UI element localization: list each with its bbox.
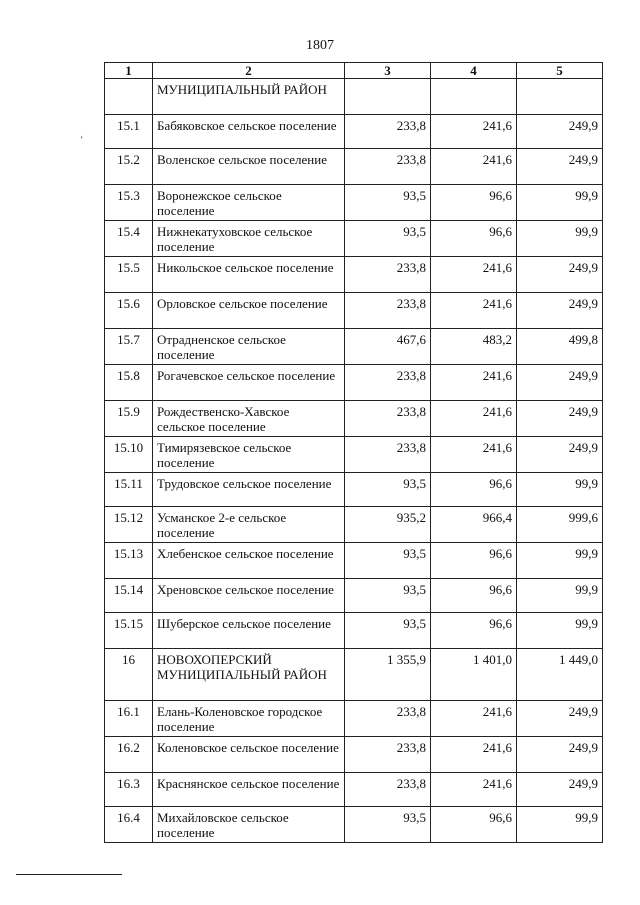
row-number: 15.15 [105,613,153,649]
table-row [105,737,603,773]
settlement-name: Шуберское сельское поселение [153,613,345,649]
value-col-5: 99,9 [517,185,603,221]
value-col-4: 241,6 [431,737,517,773]
value-col-5: 249,9 [517,257,603,293]
column-header-4: 4 [431,63,517,79]
row-number: 15.3 [105,185,153,221]
row-number: 15.10 [105,437,153,473]
value-col-3 [345,79,431,115]
value-col-5: 249,9 [517,293,603,329]
settlement-name: Михайловское сельское поселение [153,807,345,843]
value-col-3: 93,5 [345,221,431,257]
settlement-name: Усманское 2-е сельское поселение [153,507,345,543]
column-header-1: 1 [105,63,153,79]
table-row [105,115,603,149]
settlement-name: НОВОХОПЕРСКИЙ МУНИЦИПАЛЬНЫЙ РАЙОН [153,649,345,701]
table-row [105,437,603,473]
row-number: 15.1 [105,115,153,149]
value-col-3: 93,5 [345,579,431,613]
value-col-4 [431,79,517,115]
value-col-5: 249,9 [517,401,603,437]
value-col-4: 241,6 [431,437,517,473]
value-col-3: 93,5 [345,185,431,221]
column-header-3: 3 [345,63,431,79]
value-col-3: 233,8 [345,293,431,329]
value-col-4: 1 401,0 [431,649,517,701]
table-row [105,613,603,649]
value-col-5: 999,6 [517,507,603,543]
value-col-4: 241,6 [431,701,517,737]
value-col-5: 249,9 [517,149,603,185]
row-number: 15.7 [105,329,153,365]
settlement-name: Трудовское сельское поселение [153,473,345,507]
settlement-name: Хлебенское сельское поселение [153,543,345,579]
value-col-5: 249,9 [517,701,603,737]
table-row [105,807,603,843]
table-row [105,401,603,437]
settlement-name: Воронежское сельское поселение [153,185,345,221]
settlement-name: Орловское сельское поселение [153,293,345,329]
value-col-3: 93,5 [345,807,431,843]
value-col-4: 96,6 [431,221,517,257]
value-col-4: 483,2 [431,329,517,365]
value-col-3: 233,8 [345,701,431,737]
value-col-5: 249,9 [517,115,603,149]
table-header-row [105,63,603,79]
table-row [105,579,603,613]
value-col-3: 233,8 [345,365,431,401]
settlement-name: Рогачевское сельское поселение [153,365,345,401]
value-col-5: 99,9 [517,221,603,257]
value-col-3: 93,5 [345,543,431,579]
row-number: 16 [105,649,153,701]
table-row [105,473,603,507]
value-col-4: 96,6 [431,473,517,507]
row-number: 15.11 [105,473,153,507]
value-col-4: 96,6 [431,185,517,221]
value-col-3: 93,5 [345,473,431,507]
value-col-4: 241,6 [431,401,517,437]
value-col-3: 233,8 [345,115,431,149]
row-number: 15.6 [105,293,153,329]
row-number: 15.2 [105,149,153,185]
value-col-3: 935,2 [345,507,431,543]
row-number [105,79,153,115]
settlement-name: Бабяковское сельское поселение [153,115,345,149]
settlement-name: МУНИЦИПАЛЬНЫЙ РАЙОН [153,79,345,115]
settlement-name: Никольское сельское поселение [153,257,345,293]
table-row [105,293,603,329]
value-col-4: 96,6 [431,613,517,649]
value-col-5: 249,9 [517,737,603,773]
table-row [105,773,603,807]
value-col-5: 249,9 [517,437,603,473]
table-row [105,149,603,185]
value-col-5: 99,9 [517,613,603,649]
value-col-4: 96,6 [431,579,517,613]
value-col-3: 93,5 [345,613,431,649]
value-col-3: 233,8 [345,437,431,473]
row-number: 15.13 [105,543,153,579]
settlement-name: Рождественско-Хавское сельское поселение [153,401,345,437]
value-col-4: 241,6 [431,773,517,807]
row-number: 15.4 [105,221,153,257]
table-row [105,257,603,293]
table-row [105,365,603,401]
value-col-3: 467,6 [345,329,431,365]
table-row [105,507,603,543]
row-number: 15.14 [105,579,153,613]
page-number: 1807 [306,38,334,53]
row-number: 16.2 [105,737,153,773]
settlement-name: Краснянское сельское поселение [153,773,345,807]
table-body [105,79,603,843]
value-col-5: 99,9 [517,579,603,613]
settlement-name: Хреновское сельское поселение [153,579,345,613]
value-col-4: 96,6 [431,543,517,579]
table-row [105,221,603,257]
table-row [105,79,603,115]
value-col-4: 241,6 [431,257,517,293]
row-number: 15.8 [105,365,153,401]
table-row [105,185,603,221]
table-row [105,701,603,737]
allocation-table [104,62,603,843]
settlement-name: Отрадненское сельское поселение [153,329,345,365]
row-number: 16.4 [105,807,153,843]
column-header-5: 5 [517,63,603,79]
value-col-3: 233,8 [345,737,431,773]
margin-mark: ‘ [80,135,84,146]
row-number: 16.1 [105,701,153,737]
settlement-name: Воленское сельское поселение [153,149,345,185]
value-col-4: 241,6 [431,365,517,401]
footnote-separator [16,874,122,875]
value-col-3: 233,8 [345,401,431,437]
settlement-name: Коленовское сельское поселение [153,737,345,773]
row-number: 15.5 [105,257,153,293]
table-row [105,329,603,365]
value-col-4: 966,4 [431,507,517,543]
value-col-5: 1 449,0 [517,649,603,701]
value-col-3: 233,8 [345,773,431,807]
row-number: 16.3 [105,773,153,807]
value-col-4: 96,6 [431,807,517,843]
row-number: 15.12 [105,507,153,543]
value-col-5: 99,9 [517,807,603,843]
value-col-4: 241,6 [431,293,517,329]
value-col-5: 249,9 [517,365,603,401]
value-col-3: 1 355,9 [345,649,431,701]
settlement-name: Тимирязевское сельское поселение [153,437,345,473]
settlement-name: Елань-Коленовское городское поселение [153,701,345,737]
row-number: 15.9 [105,401,153,437]
table-row [105,543,603,579]
value-col-5: 499,8 [517,329,603,365]
table-row [105,649,603,701]
value-col-5: 249,9 [517,773,603,807]
value-col-4: 241,6 [431,115,517,149]
settlement-name: Нижнекатуховское сельское поселение [153,221,345,257]
column-header-2: 2 [153,63,345,79]
value-col-5 [517,79,603,115]
value-col-3: 233,8 [345,257,431,293]
value-col-5: 99,9 [517,473,603,507]
value-col-3: 233,8 [345,149,431,185]
value-col-5: 99,9 [517,543,603,579]
value-col-4: 241,6 [431,149,517,185]
